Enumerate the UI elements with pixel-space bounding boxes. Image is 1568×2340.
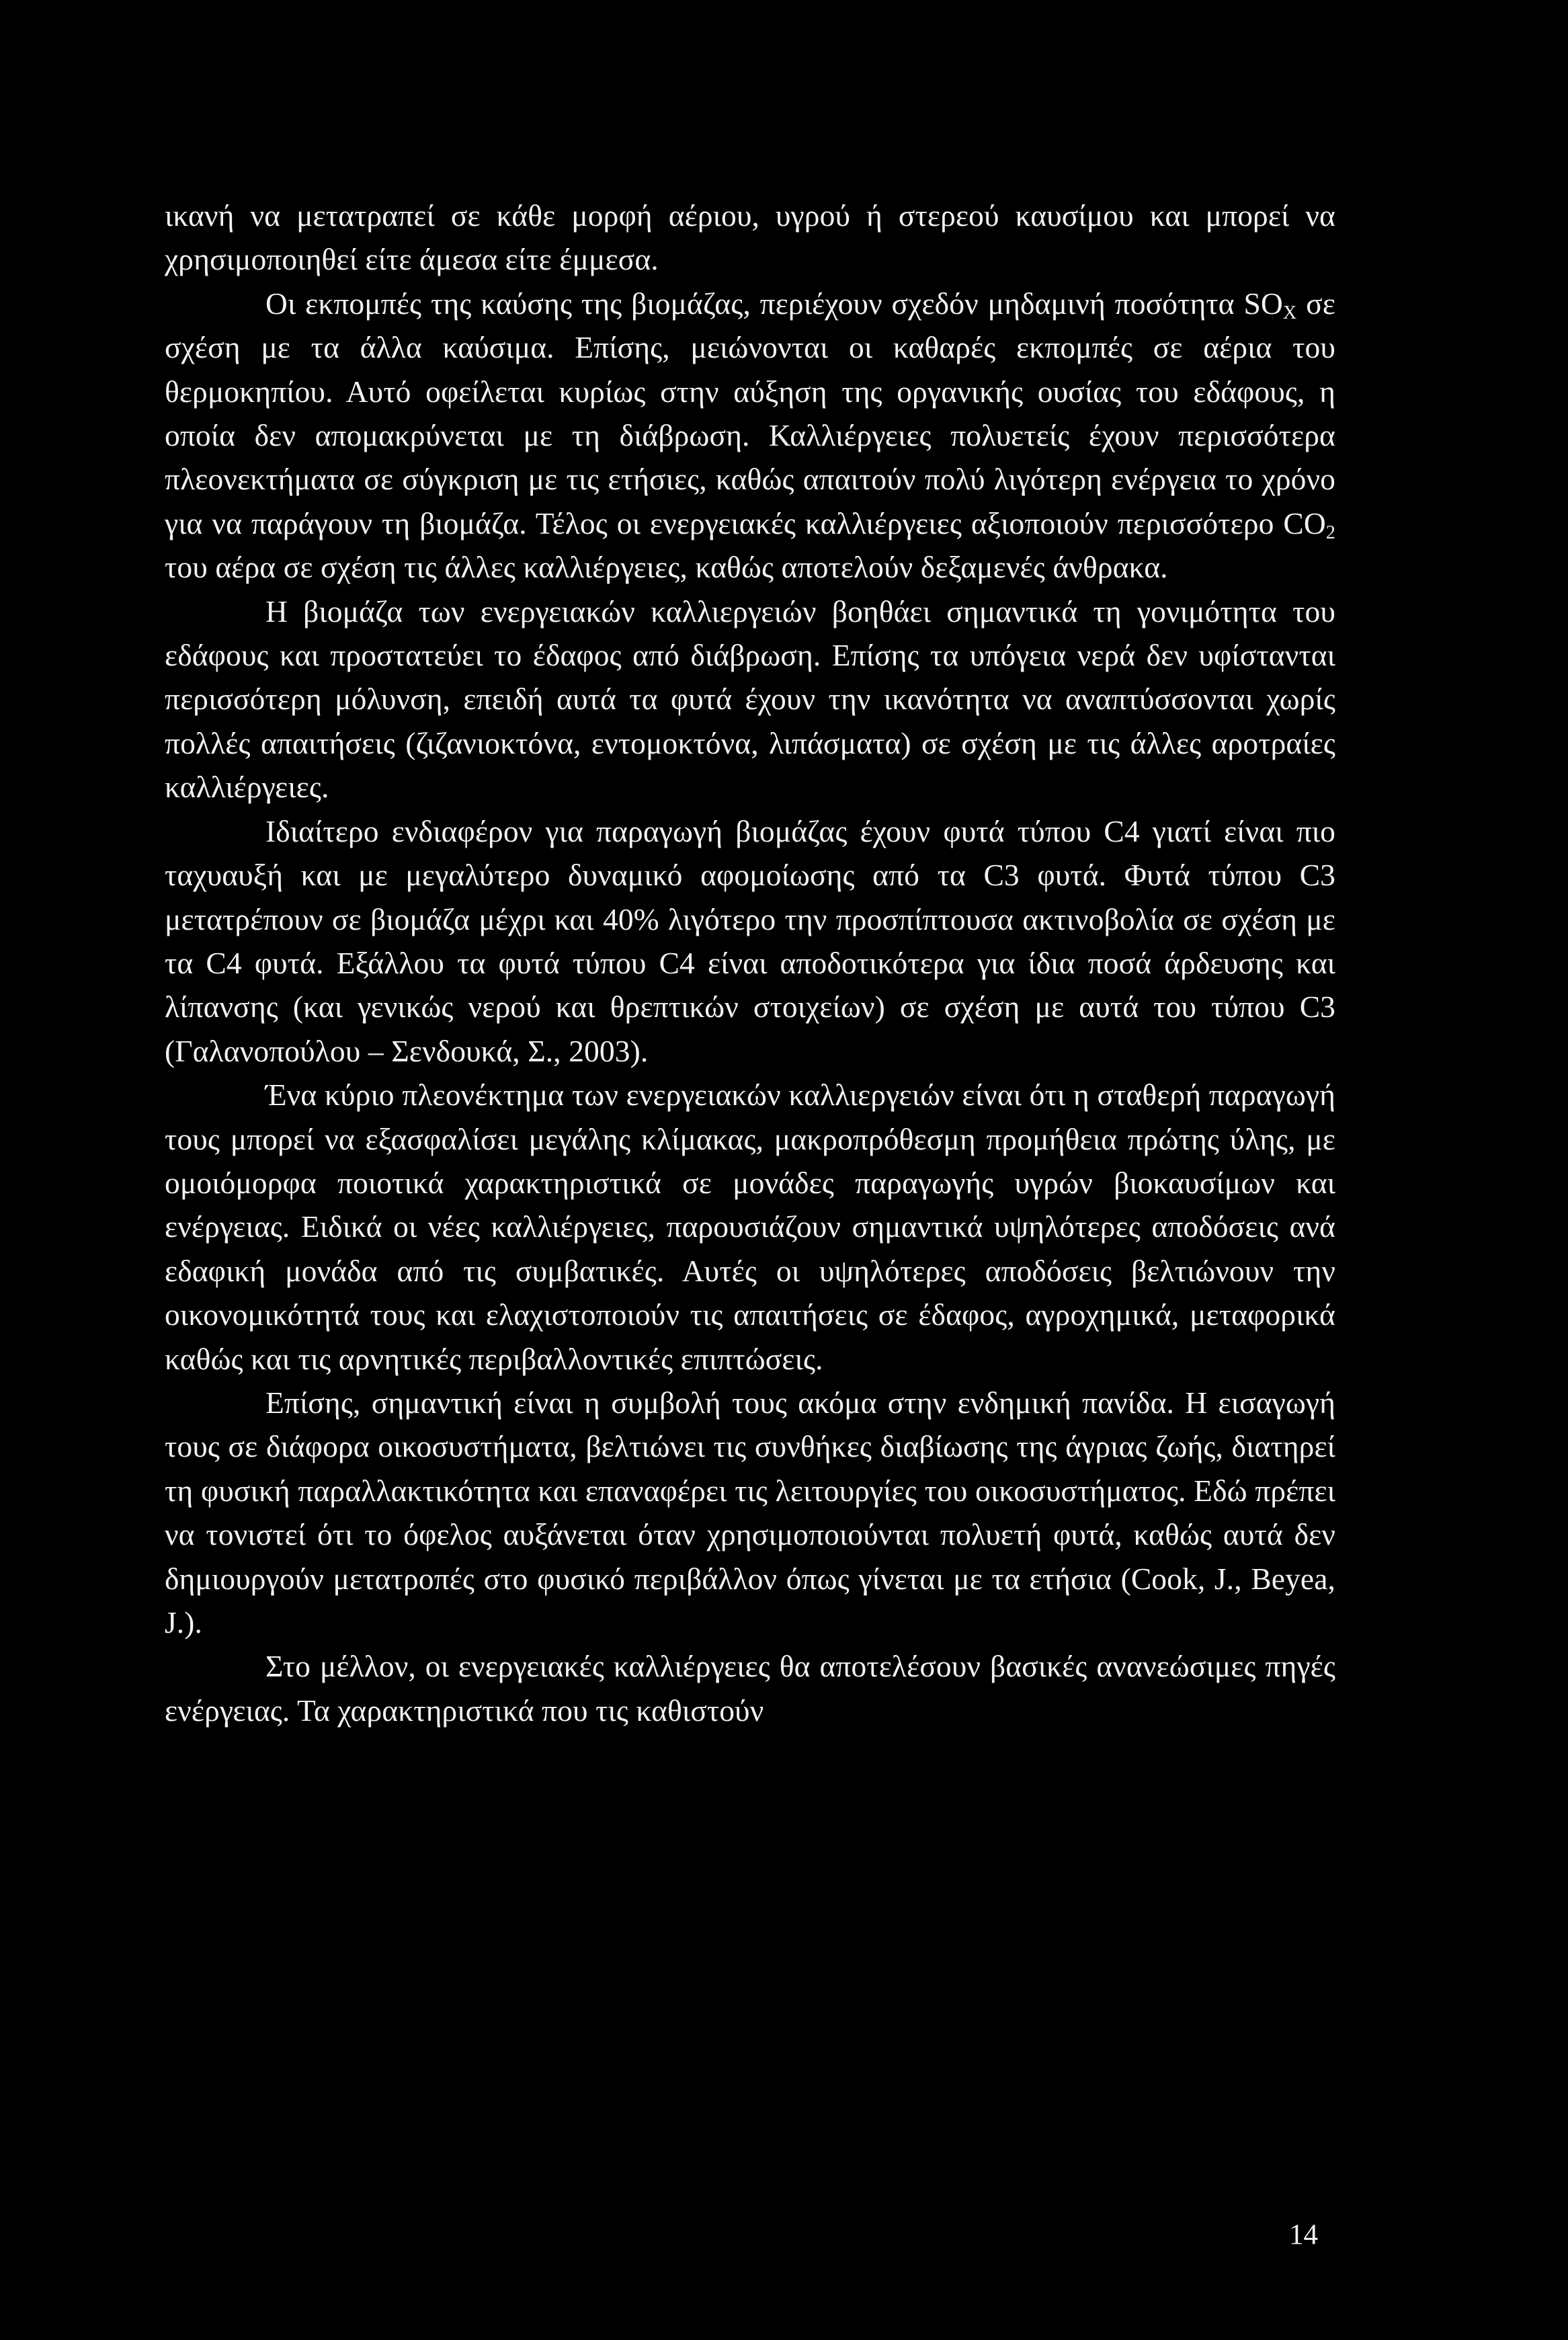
text-run: Ένα κύριο πλεονέκτημα των ενεργειακών καλλιεργειών είναι ότι η σταθερή παραγωγή τους μπορεί να εξασφαλίσει μεγάλης κλίμακας, μακροπρόθεσμη προμήθεια πρώτης ύλης, με ομοιόμορφα ποιοτικά χαρακτηριστικά σε μονάδες παραγωγής υγρών βιοκαυσίμων και ενέργειας. Ειδικά οι νέες καλλιέργειες, παρουσιάζουν σημαντικά υψηλότερες αποδόσεις ανά εδαφική μονάδα από τις συμβατικές. Αυτές οι υψηλότερες αποδόσεις βελτιώνουν την οικονομικότητά τους και ελαχιστοποιούν τις απαιτήσεις σε έδαφος, αγροχημικά, μεταφορικά καθώς και τις αρνητικές περιβαλλοντικές επιπτώσεις. [165,1078,1335,1376]
subscript-x: X [1282,302,1297,323]
text-run: Ιδιαίτερο ενδιαφέρον για παραγωγή βιομάζας έχουν φυτά τύπου C4 γιατί είναι πιο ταχυαυξή και με μεγαλύτερο δυναμικό αφομοίωσης από τα C3 φυτά. Φυτά τύπου C3 μετατρέπουν σε βιομάζα μέχρι και 40% λιγότερο την προσπίπτουσα ακτινοβολία σε σχέση με τα C4 φυτά. Εξάλλου τα φυτά τύπου C4 είναι αποδοτικότερα για ίδια ποσά άρδευσης και λίπανσης (και γενικώς νερού και θρεπτικών στοιχείων) σε σχέση με αυτά του τύπου C3 (Γαλανοπούλου – Σενδουκά, Σ., 2003). [165,813,1335,1068]
text-run: Επίσης, σημαντική είναι η συμβολή τους ακόμα στην ενδημική πανίδα. Η εισαγωγή τους σε διάφορα οικοσυστήματα, βελτιώνει τις συνθήκες διαβίωσης της άγριας ζωής, διατηρεί τη φυσική παραλλακτικότητα και επαναφέρει τις λειτουργίες του οικοσυστήματος. Εδώ πρέπει να τονιστεί ότι το όφελος αυξάνεται όταν χρησιμοποιούνται πολυετή φυτά, καθώς αυτά δεν δημιουργούν μετατροπές στο φυσικό περιβάλλον όπως γίνεται με τα ετήσια (Cook, J., Beyea, J.). [165,1385,1335,1640]
page-number: 14 [1289,2219,1318,2251]
body-text [165,194,1335,1732]
paragraph-continued [165,194,1335,282]
text-run: Η βιομάζα των ενεργειακών καλλιεργειών βοηθάει σημαντικά τη γονιμότητα του εδάφους και προστατεύει το έδαφος από διάβρωση. Επίσης τα υπόγεια νερά δεν υφίστανται περισσότερη μόλυνση, επειδή αυτά τα φυτά έχουν την ικανότητα να αναπτύσσονται χωρίς πολλές απαιτήσεις (ζιζανιοκτόνα, εντομοκτόνα, λιπάσματα) σε σχέση με τις άλλες αροτραίες καλλιέργειες. [165,594,1335,805]
paragraph-future [165,1644,1335,1732]
text-run: σε σχέση με τα άλλα καύσιμα. Επίσης, μειώνονται οι καθαρές εκπομπές σε αέρια του θερμοκηπίου. Αυτό οφείλεται κυρίως στην αύξηση της οργανικής ουσίας του εδάφους, η οποία δεν απομακρύνεται με τη διάβρωση. Καλλιέργειες πολυετείς έχουν περισσότερα πλεονεκτήματα σε σύγκριση με τις ετήσιες, καθώς απαιτούν πολύ λιγότερη ενέργεια το χρόνο για να παράγουν τη βιομάζα. Τέλος οι ενεργειακές καλλιέργειες αξιοποιούν περισσότερο CO [165,286,1336,540]
paragraph-c4-plants [165,809,1335,1073]
text-run: Στο μέλλον, οι ενεργειακές καλλιέργειες θα αποτελέσουν βασικές ανανεώσιμες πηγές ενέργειας. Τα χαρακτηριστικά που τις καθιστούν [165,1649,1335,1728]
subscript-2: 2 [1325,522,1335,543]
text-run: του αέρα σε σχέση τις άλλες καλλιέργειες, καθώς αποτελούν δεξαμενές άνθρακα. [165,550,1168,585]
paragraph-soil-fertility [165,590,1335,809]
text-run: ικανή να μετατραπεί σε κάθε μορφή αέριου, υγρού ή στερεού καυσίμου και μπορεί να χρησιμοποιηθεί είτε άμεσα είτε έμμεσα. [165,198,1335,277]
paragraph-emissions [165,282,1335,590]
paragraph-main-advantage [165,1073,1335,1381]
paragraph-fauna [165,1381,1335,1644]
text-run: Οι εκπομπές της καύσης της βιομάζας, περιέχουν σχεδόν μηδαμινή ποσότητα SO [265,286,1283,321]
